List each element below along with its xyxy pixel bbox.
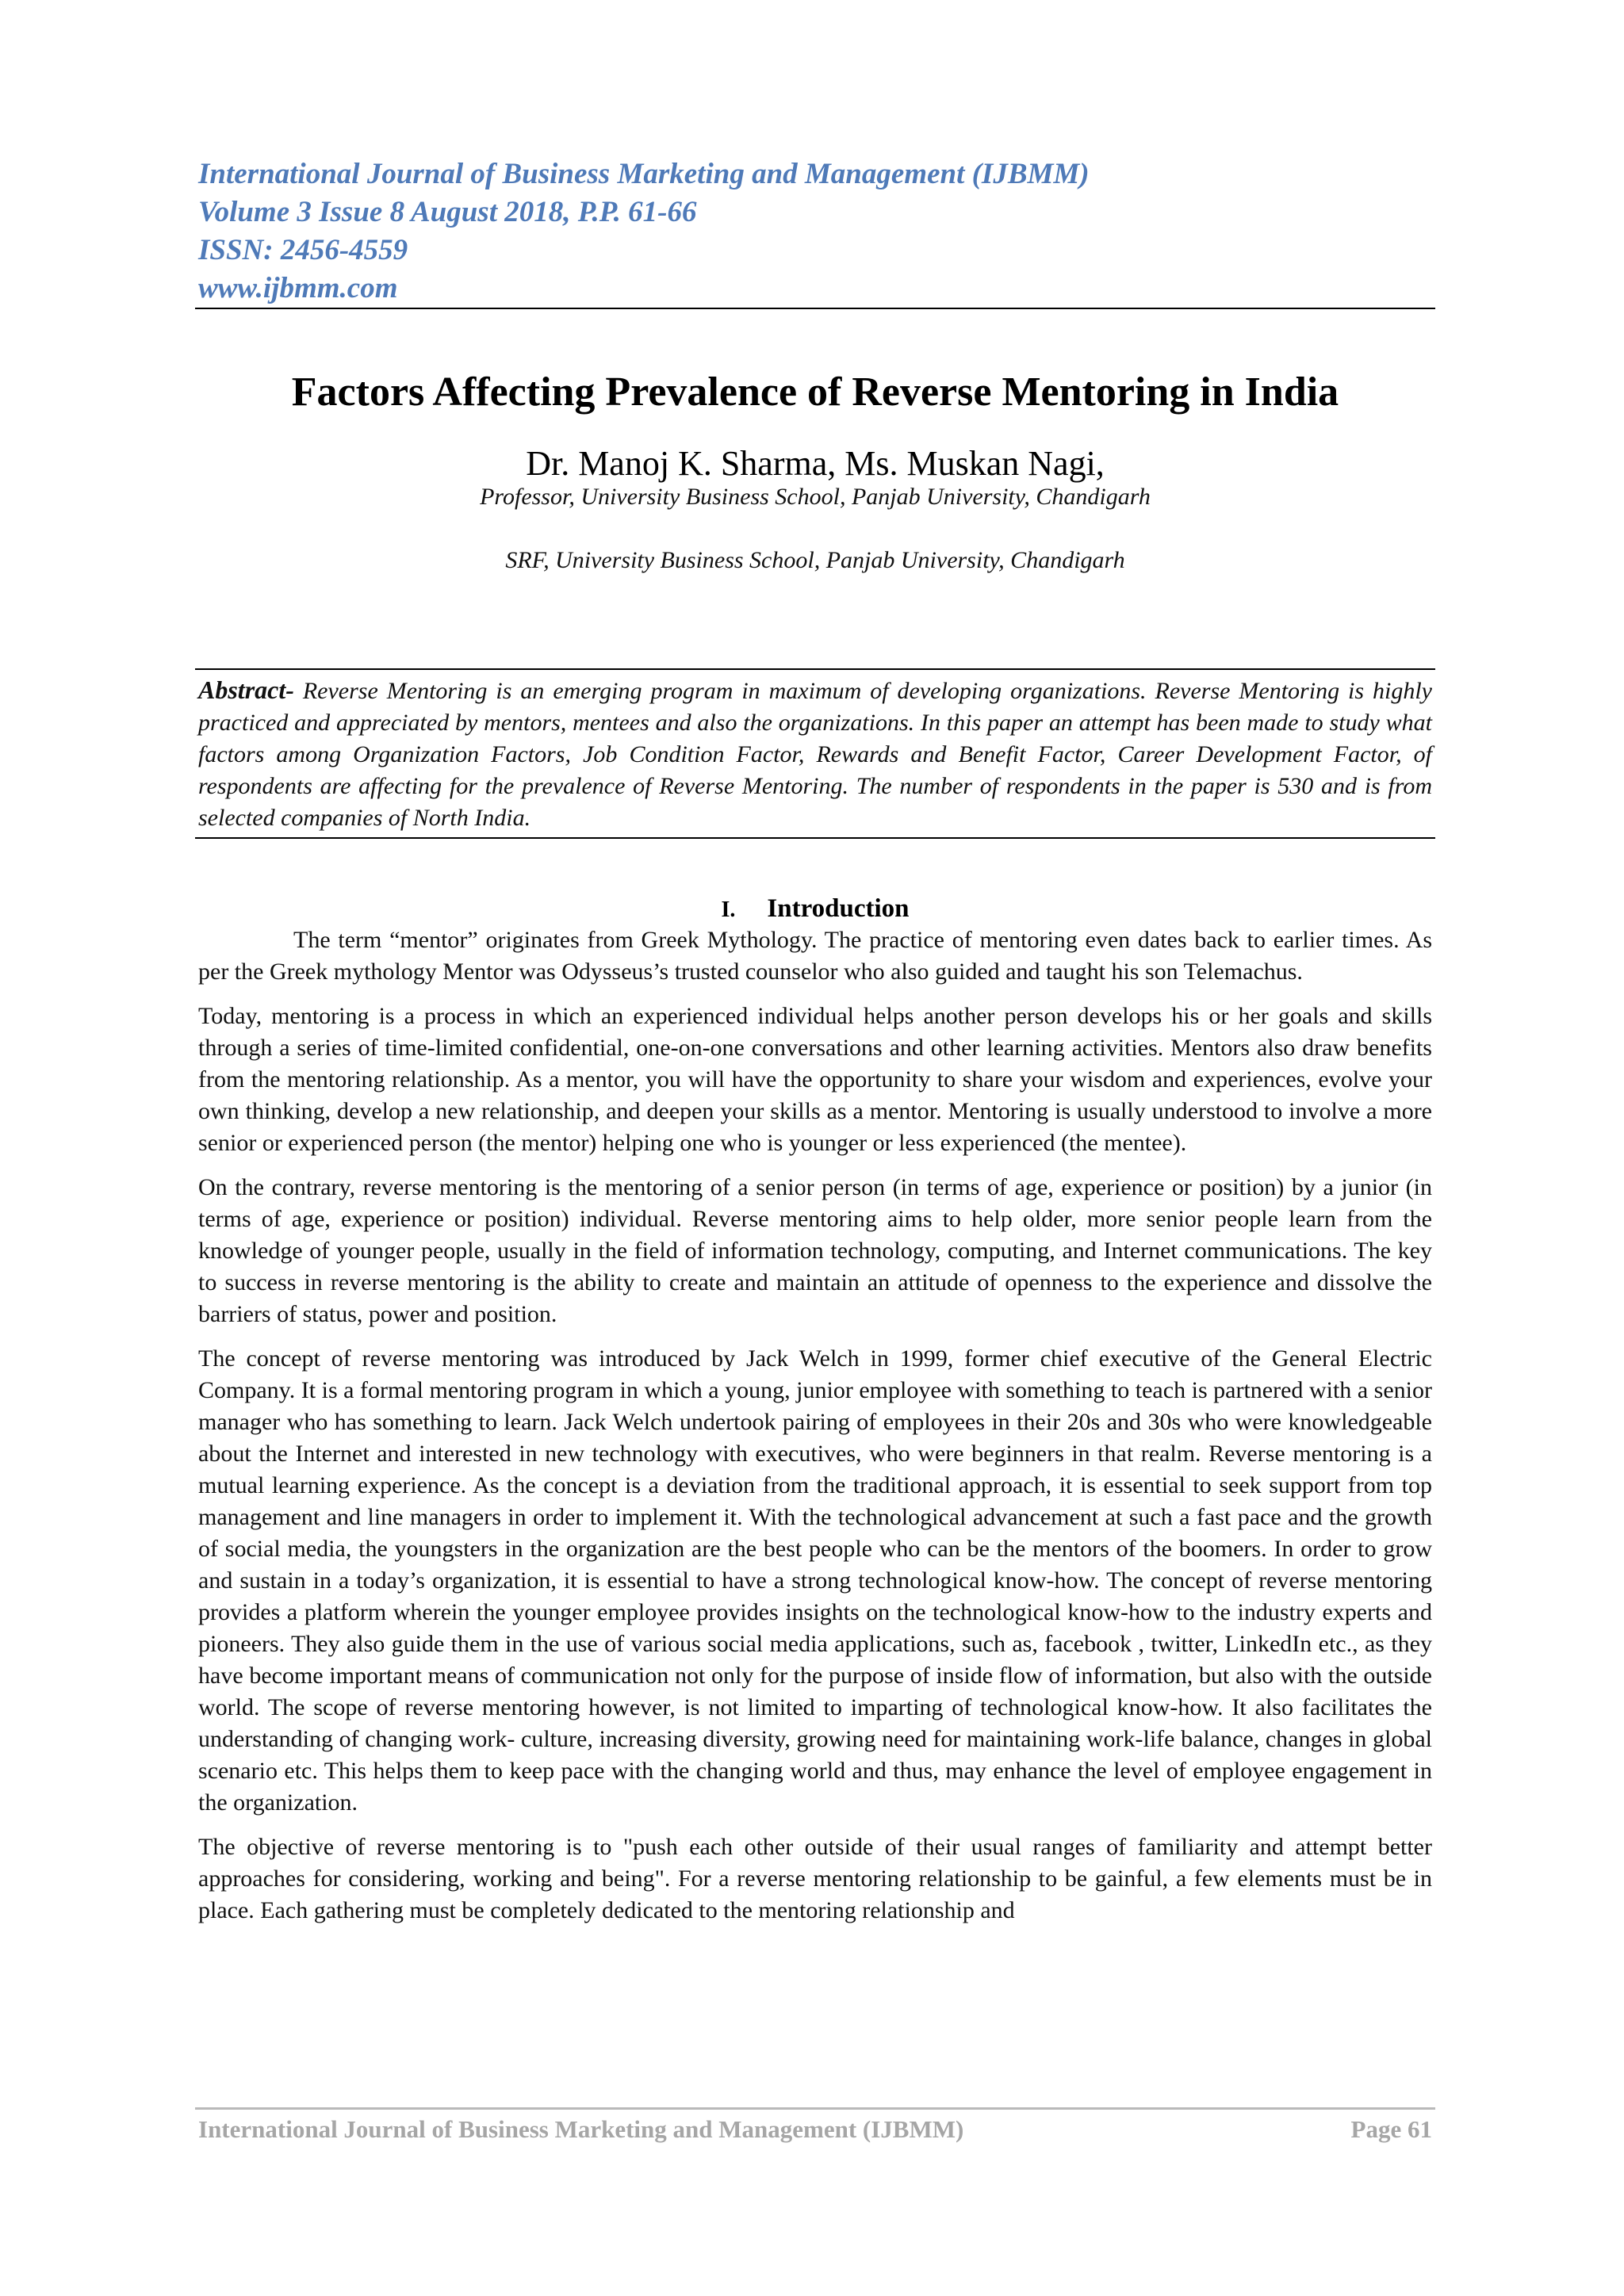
abstract-rule-top	[195, 668, 1435, 670]
section-heading	[195, 893, 1435, 926]
paragraph: Today, mentoring is a process in which an experienced individual helps another person develops his or her goals and skills through a series of time-limited confidential, one-on-one conversations and other learning activities. Mentors also draw benefits from the mentoring relationship. As a mentor, you will have the opportunity to share your wisdom and experiences, evolve your own thinking, develop a new relationship, and deepen your skills as a mentor. Mentoring is usually understood to involve a more senior or experienced person (the mentor) helping one who is younger or less experienced (the mentee).	[198, 1003, 1432, 1156]
abstract-label: Abstract-	[198, 675, 294, 704]
author-affiliation-2: SRF, University Business School, Panjab University, Chandigarh	[505, 547, 1125, 573]
journal-issn: ISSN: 2456-4559	[198, 234, 408, 266]
abstract-rule-bottom	[195, 837, 1435, 839]
journal-header	[198, 155, 1435, 308]
page-footer	[198, 2114, 1432, 2145]
journal-website: www.ijbmm.com	[198, 272, 398, 304]
paper-authors: Dr. Manoj K. Sharma, Ms. Muskan Nagi,	[526, 444, 1105, 483]
section-number: I.	[721, 897, 736, 922]
abstract	[198, 674, 1432, 834]
page-number: Page 61	[1350, 2115, 1432, 2143]
paragraph: On the contrary, reverse mentoring is the mentoring of a senior person (in terms of age, experience or position) by a junior (in terms of age, experience or position) individual. Reverse mentoring aims to help older, more senior people learn from the knowledge of younger people, usually in the field of information technology, computing, and Internet communications. The key to success in reverse mentoring is the ability to create and maintain an attitude of openness to the experience and dissolve the barriers of status, power and position.	[198, 1174, 1432, 1327]
abstract-text: Reverse Mentoring is an emerging program in maximum of developing organizations. Reverse Mentoring is highly practiced and appreciated by mentors, mentees and also the organizations. In this paper an attempt has been made to study what factors among Organization Factors, Job Condition Factor, Rewards and Benefit Factor, Career Development Factor, of respondents are affecting for the prevalence of Reverse Mentoring. The number of respondents in the paper is 530 and is from selected companies of North India.	[198, 678, 1432, 831]
paragraph: The term “mentor” originates from Greek Mythology. The practice of mentoring even dates back to earlier times. As per the Greek mythology Mentor was Odysseus’s trusted counselor who also guided and taught his son Telemachus.	[198, 927, 1432, 985]
footer-journal-name: International Journal of Business Marketing and Management (IJBMM)	[198, 2115, 964, 2143]
body-text	[198, 924, 1432, 1939]
paragraph: The objective of reverse mentoring is to "push each other outside of their usual ranges of familiarity and attempt better approaches for considering, working and being". For a reverse mentoring relationship to be gainful, a few elements must be in place. Each gathering must be completely dedicated to the mentoring relationship and	[198, 1834, 1432, 1923]
footer-rule	[195, 2107, 1435, 2110]
author-affiliation-1: Professor, University Business School, Panjab University, Chandigarh	[480, 484, 1151, 510]
journal-name: International Journal of Business Marketing and Management (IJBMM)	[198, 158, 1090, 190]
paragraph: The concept of reverse mentoring was introduced by Jack Welch in 1999, former chief executive of the General Electric Company. It is a formal mentoring program in which a young, junior employee with something to teach is partnered with a senior manager who has something to learn. Jack Welch undertook pairing of employees in their 20s and 30s who were knowledgeable about the Internet and interested in new technology with executives, who were beginners in that realm. Reverse mentoring is a mutual learning experience. As the concept is a deviation from the traditional approach, it is essential to seek support from top management and line managers in order to implement it. With the technological advancement at such a fast pace and the growth of social media, the youngsters in the organization are the best people who can be the mentors of the boomers. In order to grow and sustain in a today’s organization, it is essential to have a strong technological know-how. The concept of reverse mentoring provides a platform wherein the younger employee provides insights on the technological know-how to the industry experts and pioneers. They also guide them in the use of various social media applications, such as, facebook , twitter, LinkedIn etc., as they have become important means of communication not only for the purpose of inside flow of information, but also with the outside world. The scope of reverse mentoring however, is not limited to imparting of technological know-how. It also facilitates the understanding of changing work- culture, increasing diversity, growing need for maintaining work-life balance, changes in global scenario etc. This helps them to keep pace with the changing world and thus, may enhance the level of employee engagement in the organization.	[198, 1345, 1432, 1816]
paper-title: Factors Affecting Prevalence of Reverse Mentoring in India	[291, 369, 1339, 415]
section-title: Introduction	[767, 894, 910, 923]
header-rule	[195, 308, 1435, 309]
journal-volume: Volume 3 Issue 8 August 2018, P.P. 61-66	[198, 196, 697, 228]
